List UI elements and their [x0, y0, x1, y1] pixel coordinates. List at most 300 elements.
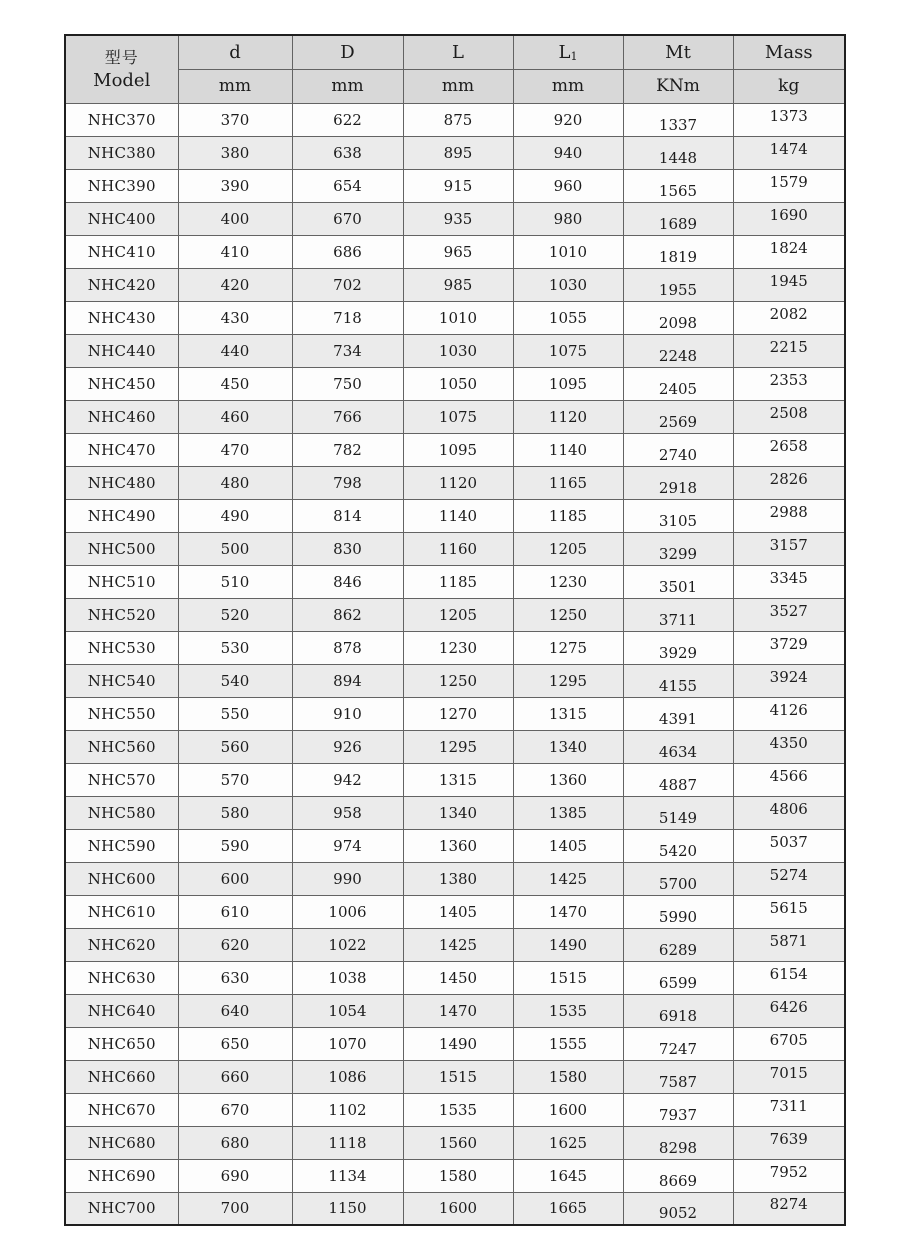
table-row: [65, 202, 845, 235]
cell-L1: [513, 301, 623, 334]
cell-Mt: [623, 1126, 733, 1159]
cell-model: [65, 1159, 178, 1192]
cell-value: 670: [333, 209, 362, 228]
cell-Mt: [623, 796, 733, 829]
cell-value: 1295: [438, 737, 478, 756]
cell-D: [292, 1027, 403, 1060]
cell-value: 1600: [548, 1100, 588, 1119]
cell-value: NHC620: [87, 935, 156, 954]
cell-model: [65, 1093, 178, 1126]
cell-value: 846: [333, 572, 362, 591]
cell-Mt: [623, 1027, 733, 1060]
cell-value: 980: [553, 209, 583, 228]
table-row: [65, 103, 845, 136]
unit-header-d: mm: [178, 69, 292, 103]
cell-value: 660: [220, 1067, 250, 1086]
cell-d: [178, 1093, 292, 1126]
cell-value: 2353: [769, 370, 808, 389]
cell-value: NHC420: [87, 275, 156, 294]
cell-Mass: [733, 301, 845, 334]
cell-Mt: [623, 1093, 733, 1126]
cell-value: NHC410: [87, 242, 156, 261]
cell-value: 798: [333, 473, 362, 492]
cell-value: 5700: [658, 874, 698, 893]
cell-Mt: [623, 301, 733, 334]
cell-value: NHC540: [87, 671, 156, 690]
cell-L1: [513, 268, 623, 301]
cell-value: 894: [333, 671, 362, 690]
cell-value: 1600: [438, 1199, 478, 1218]
cell-Mass: [733, 1027, 845, 1060]
cell-value: 640: [220, 1001, 250, 1020]
table-row: [65, 136, 845, 169]
cell-value: 2740: [658, 445, 698, 464]
cell-value: 1340: [548, 737, 588, 756]
cell-L1: [513, 631, 623, 664]
cell-D: [292, 763, 403, 796]
cell-Mass: [733, 466, 845, 499]
cell-d: [178, 829, 292, 862]
cell-L: [403, 961, 513, 994]
cell-value: 1102: [328, 1100, 367, 1119]
cell-value: 622: [333, 110, 362, 129]
cell-d: [178, 334, 292, 367]
cell-L: [403, 268, 513, 301]
cell-value: 1490: [438, 1034, 478, 1053]
cell-value: 2082: [769, 304, 808, 323]
cell-value: 895: [443, 143, 473, 162]
cell-value: NHC630: [87, 968, 156, 987]
cell-value: NHC700: [87, 1199, 156, 1218]
cell-value: 7587: [658, 1072, 698, 1091]
cell-value: 1095: [548, 374, 588, 393]
cell-value: 610: [220, 902, 250, 921]
cell-L: [403, 1126, 513, 1159]
cell-value: 680: [220, 1133, 250, 1152]
cell-value: 1075: [548, 341, 588, 360]
cell-value: 6705: [769, 1030, 808, 1049]
cell-D: [292, 103, 403, 136]
table-row: [65, 334, 845, 367]
cell-model: [65, 796, 178, 829]
cell-value: 5149: [658, 808, 698, 827]
cell-d: [178, 1027, 292, 1060]
cell-L1: [513, 895, 623, 928]
cell-L: [403, 664, 513, 697]
cell-value: 1690: [769, 205, 808, 224]
cell-value: 2248: [658, 346, 698, 365]
cell-model: [65, 697, 178, 730]
table-row: [65, 169, 845, 202]
cell-value: 960: [553, 176, 583, 195]
table-row: [65, 1093, 845, 1126]
cell-d: [178, 565, 292, 598]
table-row: [65, 301, 845, 334]
column-label: Mass: [764, 41, 813, 63]
cell-model: [65, 862, 178, 895]
cell-value: NHC460: [87, 407, 156, 426]
cell-d: [178, 895, 292, 928]
cell-D: [292, 796, 403, 829]
cell-value: 8298: [658, 1138, 698, 1157]
table-row: [65, 532, 845, 565]
table-row: [65, 1027, 845, 1060]
cell-L: [403, 334, 513, 367]
cell-L: [403, 202, 513, 235]
cell-D: [292, 565, 403, 598]
cell-D: [292, 961, 403, 994]
cell-value: 4126: [769, 700, 808, 719]
cell-model: [65, 433, 178, 466]
cell-model: [65, 1126, 178, 1159]
cell-value: 1054: [328, 1001, 367, 1020]
cell-value: 430: [220, 308, 250, 327]
cell-value: 3929: [658, 643, 698, 662]
cell-value: 2508: [769, 403, 808, 422]
cell-model: [65, 202, 178, 235]
cell-value: 4566: [769, 766, 808, 785]
cell-Mt: [623, 961, 733, 994]
cell-Mass: [733, 631, 845, 664]
cell-value: 1340: [438, 803, 478, 822]
cell-model: [65, 631, 178, 664]
cell-L: [403, 763, 513, 796]
cell-L1: [513, 994, 623, 1027]
cell-value: 8274: [769, 1195, 808, 1214]
cell-D: [292, 367, 403, 400]
cell-model: [65, 829, 178, 862]
cell-value: 1470: [548, 902, 588, 921]
cell-model: [65, 763, 178, 796]
cell-value: 1270: [438, 704, 478, 723]
cell-value: 686: [333, 242, 362, 261]
cell-value: 1030: [438, 341, 478, 360]
cell-value: 1140: [548, 440, 588, 459]
cell-value: 1560: [438, 1133, 478, 1152]
cell-model: [65, 1027, 178, 1060]
cell-model: [65, 103, 178, 136]
cell-value: 580: [220, 803, 250, 822]
table-row: [65, 730, 845, 763]
cell-value: 1580: [438, 1166, 478, 1185]
cell-value: 1086: [328, 1067, 367, 1086]
table-row: [65, 499, 845, 532]
cell-Mt: [623, 400, 733, 433]
cell-value: 5990: [658, 907, 698, 926]
cell-value: 1625: [548, 1133, 588, 1152]
cell-value: 570: [220, 770, 250, 789]
cell-D: [292, 598, 403, 631]
column-header-model: [65, 35, 178, 103]
column-label: L: [452, 41, 464, 63]
table-row: [65, 1060, 845, 1093]
cell-value: 1645: [548, 1166, 588, 1185]
cell-value: 1425: [548, 869, 588, 888]
cell-value: 1165: [548, 473, 588, 492]
cell-L1: [513, 697, 623, 730]
cell-value: 1250: [438, 671, 478, 690]
table-row: [65, 796, 845, 829]
cell-D: [292, 532, 403, 565]
cell-value: 1535: [438, 1100, 478, 1119]
cell-value: 1006: [328, 902, 367, 921]
cell-value: 990: [333, 869, 362, 888]
cell-D: [292, 202, 403, 235]
cell-D: [292, 499, 403, 532]
cell-value: 1095: [438, 440, 478, 459]
cell-L: [403, 1192, 513, 1225]
cell-model: [65, 928, 178, 961]
cell-Mt: [623, 763, 733, 796]
cell-value: 700: [220, 1199, 250, 1218]
header-row-units: [65, 69, 845, 103]
cell-d: [178, 367, 292, 400]
cell-L1: [513, 532, 623, 565]
unit-header-Mass: kg: [733, 69, 845, 103]
cell-value: 1134: [328, 1166, 367, 1185]
cell-Mass: [733, 1093, 845, 1126]
cell-value: 3527: [769, 601, 808, 620]
cell-value: 1050: [438, 374, 478, 393]
cell-Mt: [623, 268, 733, 301]
cell-L1: [513, 499, 623, 532]
model-header-en: Model: [93, 69, 151, 91]
cell-value: 4155: [658, 676, 698, 695]
cell-value: 3729: [769, 634, 808, 653]
cell-model: [65, 400, 178, 433]
cell-d: [178, 532, 292, 565]
cell-d: [178, 664, 292, 697]
cell-value: 1185: [548, 506, 588, 525]
cell-value: NHC480: [87, 473, 156, 492]
cell-value: NHC690: [87, 1166, 156, 1185]
cell-d: [178, 400, 292, 433]
cell-L: [403, 169, 513, 202]
cell-value: 2658: [769, 436, 808, 455]
cell-value: 910: [333, 704, 362, 723]
cell-value: 915: [443, 176, 473, 195]
cell-value: 1030: [548, 275, 588, 294]
cell-value: NHC370: [87, 110, 156, 129]
cell-Mt: [623, 367, 733, 400]
table-row: [65, 1126, 845, 1159]
cell-Mass: [733, 103, 845, 136]
cell-Mass: [733, 796, 845, 829]
table-header: [65, 35, 845, 103]
cell-value: 1010: [438, 308, 478, 327]
cell-L: [403, 532, 513, 565]
cell-value: 1275: [548, 638, 588, 657]
cell-value: 1160: [438, 539, 478, 558]
cell-value: 7311: [769, 1096, 808, 1115]
cell-Mass: [733, 136, 845, 169]
table-row: [65, 433, 845, 466]
cell-value: 920: [553, 110, 583, 129]
cell-value: 1385: [548, 803, 588, 822]
cell-Mt: [623, 169, 733, 202]
cell-value: NHC600: [87, 869, 156, 888]
cell-value: 3345: [769, 568, 808, 587]
cell-d: [178, 763, 292, 796]
cell-Mass: [733, 697, 845, 730]
cell-value: 1337: [658, 115, 698, 134]
cell-D: [292, 466, 403, 499]
cell-model: [65, 169, 178, 202]
cell-D: [292, 334, 403, 367]
cell-value: 7015: [769, 1063, 808, 1082]
table-row: [65, 367, 845, 400]
cell-value: 3711: [658, 610, 698, 629]
cell-value: 1022: [328, 935, 367, 954]
cell-L: [403, 565, 513, 598]
cell-model: [65, 961, 178, 994]
cell-Mt: [623, 136, 733, 169]
cell-value: 510: [220, 572, 250, 591]
cell-value: 480: [220, 473, 250, 492]
cell-Mass: [733, 928, 845, 961]
cell-model: [65, 994, 178, 1027]
table-row: [65, 829, 845, 862]
cell-value: 390: [220, 176, 250, 195]
cell-value: 1185: [438, 572, 478, 591]
cell-value: 620: [220, 935, 250, 954]
cell-Mass: [733, 202, 845, 235]
cell-d: [178, 928, 292, 961]
cell-value: NHC570: [87, 770, 156, 789]
cell-value: NHC400: [87, 209, 156, 228]
cell-value: 3299: [658, 544, 698, 563]
cell-value: 460: [220, 407, 250, 426]
cell-Mt: [623, 730, 733, 763]
cell-value: 1819: [658, 247, 698, 266]
table-row: [65, 862, 845, 895]
cell-value: NHC510: [87, 572, 156, 591]
cell-D: [292, 235, 403, 268]
cell-value: 590: [220, 836, 250, 855]
cell-L: [403, 829, 513, 862]
cell-model: [65, 499, 178, 532]
cell-model: [65, 136, 178, 169]
cell-L: [403, 994, 513, 1027]
cell-D: [292, 895, 403, 928]
cell-value: 7247: [658, 1039, 698, 1058]
cell-value: 1405: [438, 902, 478, 921]
cell-d: [178, 631, 292, 664]
cell-model: [65, 664, 178, 697]
cell-value: 1373: [769, 106, 808, 125]
cell-L1: [513, 1027, 623, 1060]
cell-value: 1075: [438, 407, 478, 426]
cell-value: 2988: [769, 502, 808, 521]
table-row: [65, 466, 845, 499]
cell-model: [65, 1060, 178, 1093]
cell-value: 7952: [769, 1162, 808, 1181]
cell-value: 1205: [548, 539, 588, 558]
cell-value: 1405: [548, 836, 588, 855]
cell-value: 1205: [438, 605, 478, 624]
cell-value: 1315: [548, 704, 588, 723]
cell-value: 814: [333, 506, 362, 525]
cell-d: [178, 136, 292, 169]
table-row: [65, 1159, 845, 1192]
table-row: [65, 400, 845, 433]
cell-Mt: [623, 532, 733, 565]
unit-header-D: mm: [292, 69, 403, 103]
cell-value: 878: [333, 638, 362, 657]
cell-value: 985: [443, 275, 473, 294]
table-row: [65, 961, 845, 994]
cell-value: NHC660: [87, 1067, 156, 1086]
cell-value: NHC430: [87, 308, 156, 327]
cell-Mass: [733, 664, 845, 697]
cell-D: [292, 1060, 403, 1093]
table-row: [65, 895, 845, 928]
cell-L: [403, 796, 513, 829]
cell-value: 1515: [438, 1067, 478, 1086]
cell-value: 718: [333, 308, 362, 327]
cell-value: NHC530: [87, 638, 156, 657]
cell-value: 1448: [658, 148, 698, 167]
cell-L1: [513, 466, 623, 499]
cell-Mass: [733, 1159, 845, 1192]
cell-value: 1490: [548, 935, 588, 954]
cell-value: 6599: [658, 973, 698, 992]
cell-Mt: [623, 1192, 733, 1225]
cell-Mt: [623, 664, 733, 697]
cell-value: 1315: [438, 770, 478, 789]
cell-L: [403, 103, 513, 136]
cell-d: [178, 730, 292, 763]
column-header-L: [403, 35, 513, 69]
cell-Mt: [623, 1060, 733, 1093]
cell-value: 420: [220, 275, 250, 294]
cell-value: 1360: [438, 836, 478, 855]
cell-L1: [513, 334, 623, 367]
table-row: [65, 697, 845, 730]
cell-value: 4806: [769, 799, 808, 818]
cell-L: [403, 433, 513, 466]
cell-value: 965: [443, 242, 473, 261]
cell-value: 1010: [548, 242, 588, 261]
cell-value: 3501: [658, 577, 698, 596]
column-label: D: [340, 41, 355, 63]
cell-value: 1230: [438, 638, 478, 657]
cell-value: 1038: [328, 968, 367, 987]
cell-L1: [513, 169, 623, 202]
cell-value: 5615: [769, 898, 808, 917]
table-row: [65, 994, 845, 1027]
table-row: [65, 1192, 845, 1225]
cell-D: [292, 631, 403, 664]
cell-Mt: [623, 598, 733, 631]
cell-Mt: [623, 829, 733, 862]
cell-L: [403, 631, 513, 664]
cell-Mt: [623, 334, 733, 367]
cell-L1: [513, 763, 623, 796]
cell-value: 1515: [548, 968, 588, 987]
table-row: [65, 598, 845, 631]
cell-value: NHC380: [87, 143, 156, 162]
cell-Mt: [623, 1159, 733, 1192]
cell-value: 450: [220, 374, 250, 393]
cell-model: [65, 895, 178, 928]
cell-value: 9052: [658, 1204, 698, 1223]
cell-model: [65, 235, 178, 268]
cell-L1: [513, 367, 623, 400]
cell-Mt: [623, 631, 733, 664]
column-header-d: [178, 35, 292, 69]
cell-D: [292, 862, 403, 895]
